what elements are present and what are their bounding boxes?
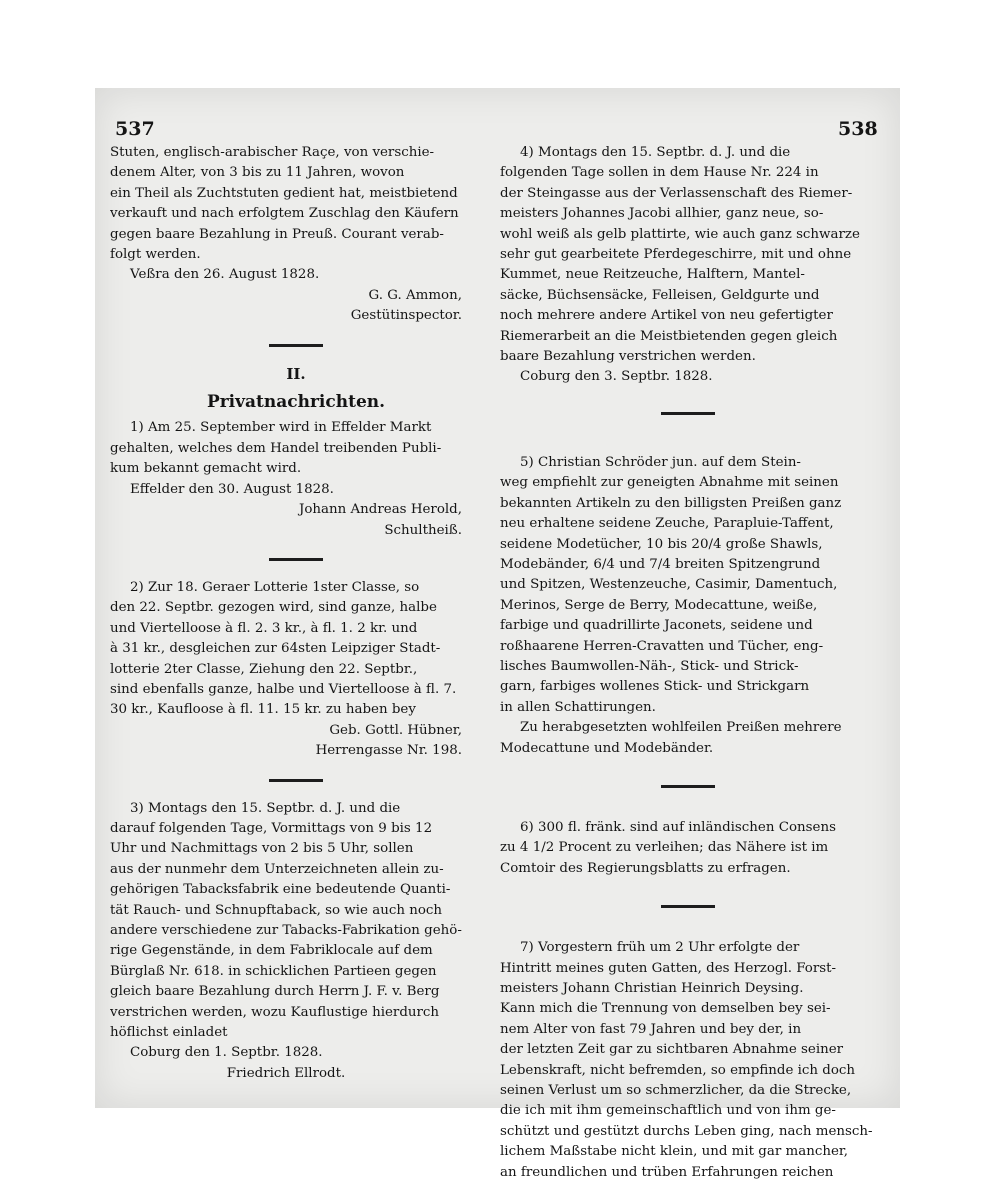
continuation-date: Veßra den 26. August 1828. [130,267,320,283]
section-title: Privatnachrichten. [206,392,386,413]
notice-2-signature: Geb. Gottl. Hübner, Herrengasse Nr. 198. [315,722,462,759]
left-column [110,143,482,1084]
page-number-right: 538 [838,118,878,140]
notice-6: 6) 300 fl. fränk. sind auf inländischen Consens zu 4 1/2 Procent zu verleihen; das Nähere ist im Comtoir des Regierungsblatts zu erfragen. [500,819,836,876]
notice-3: 3) Montags den 15. Septbr. d. J. und die darauf folgenden Tage, Vormittags von 9 bis 12 Uhr und Nachmittags von 2 bis 5 Uhr, sollen aus der nunmehr dem Unterzeichneten allein zu- gehörigen Tabacksfabrik eine bedeutende Quanti- tät Rauch- und Schnupftaback, so wie auch noch andere verschiedene zur Tabacks-Fabrikation gehö- rige Gegenstände, in dem Fabriklocale auf dem Bürglaß Nr. 618. in schicklichen Partieen gegen gleich baare Bezahlung durch Herrn J. F. v. Berg verstrichen werden, wozu Kauflustige hierdurch höflichst einladet [110,800,462,1041]
right-column [500,143,875,1183]
continuation-text: Stuten, englisch-arabischer Raçe, von verschie- denem Alter, von 3 bis zu 11 Jahren, wovon ein Theil als Zuchtstuten gedient hat, meistbietend verkauft und nach erfolgtem Zuschlag den Käufern gegen baare Bezahlung in Preuß. Courant verab- folgt werden. [110,145,459,263]
notice-4-date: Coburg den 3. Septbr. 1828. [520,369,713,385]
notice-1: 1) Am 25. September wird in Effelder Markt gehalten, welches dem Handel treibenden Publi- kum bekannt gemacht wird. [110,420,442,477]
section-divider [269,344,323,347]
notice-divider [661,412,715,415]
notice-5-extra: Zu herabgesetzten wohlfeilen Preißen mehrere Modecattune und Modebänder. [500,720,842,756]
notice-4: 4) Montags den 15. Septbr. d. J. und die folgenden Tage sollen in dem Hause Nr. 224 in der Steingasse aus der Verlassenschaft des Riemer- meisters Johannes Jacobi allhier, ganz neue, so- wohl weiß als gelb plattirte, wie auch ganz schwarze sehr gut gearbeitete Pferdegeschirre, mit und ohne Kummet, neue Reitzeuche, Halftern, Mantel- säcke, Büchsensäcke, Felleisen, Geldgurte und noch mehrere andere Artikel von neu gefertigter Riemerarbeit an die Meistbietenden gegen gleich baare Bezahlung verstrichen werden. [500,145,860,365]
notice-1-date: Effelder den 30. August 1828. [130,481,334,497]
notice-2: 2) Zur 18. Geraer Lotterie 1ster Classe, so den 22. Septbr. gezogen wird, sind ganze, halbe und Viertelloose à fl. 2. 3 kr., à fl. 1. 2 kr. und à 31 kr., desgleichen zur 64sten Leipziger Stadt- lotterie 2ter Classe, Ziehung den 22. Septbr., sind ebenfalls ganze, halbe und Viertelloose à fl. 7. 30 kr., Kaufloose à fl. 11. 15 kr. zu haben bey [110,579,457,718]
notice-7: 7) Vorgestern früh um 2 Uhr erfolgte der Hintritt meines guten Gatten, des Herzogl. Forst- meisters Johann Christian Heinrich Deysing. Kann mich die Trennung von demselben bey sei- nem Alter von fast 79 Jahren und bey der, in der letzten Zeit gar zu sichtbaren Abnahme seiner Lebenskraft, nicht befremden, so empfinde ich doch seinen Verlust um so schmerzlicher, da die Strecke, die ich mit ihm gemeinschaftlich und von ihm ge- schützt und gestützt durchs Leben ging, nach mensch- lichem Maßstabe nicht klein, und mit gar mancher, an freundlichen und trüben Erfahrungen reichen [500,940,873,1180]
notice-3-date: Coburg den 1. Septbr. 1828. [130,1045,323,1061]
notice-divider [661,905,715,908]
notice-divider [661,785,715,788]
continuation-signature: G. G. Ammon, Gestütinspector. [350,287,462,324]
page-number-left: 537 [115,118,155,140]
section-number: II. [286,364,306,383]
notice-3-signature: Friedrich Ellrodt. [226,1065,346,1081]
notice-divider [269,558,323,561]
notice-divider [269,779,323,782]
notice-5: 5) Christian Schröder jun. auf dem Stein- weg empfiehlt zur geneigten Abnahme mit seinen bekannten Artikeln zu den billigsten Preißen ganz neu erhaltene seidene Zeuche, Parapluie-Taffent, seidene Modetücher, 10 bis 20/4 große Shawls, Modebänder, 6/4 und 7/4 breiten Spitzengrund und Spitzen, Westenzeuche, Casimir, Damentuch, Merinos, Serge de Berry, Modecattune, weiße, farbige und quadrillirte Jaconets, seidene und roßhaarene Herren-Cravatten und Tücher, eng- lisches Baumwollen-Näh-, Stick- und Strick- garn, farbiges wollenes Stick- und Strickgarn in allen Schattirungen. [500,454,842,715]
notice-1-signature: Johann Andreas Herold, Schultheiß. [298,502,462,538]
